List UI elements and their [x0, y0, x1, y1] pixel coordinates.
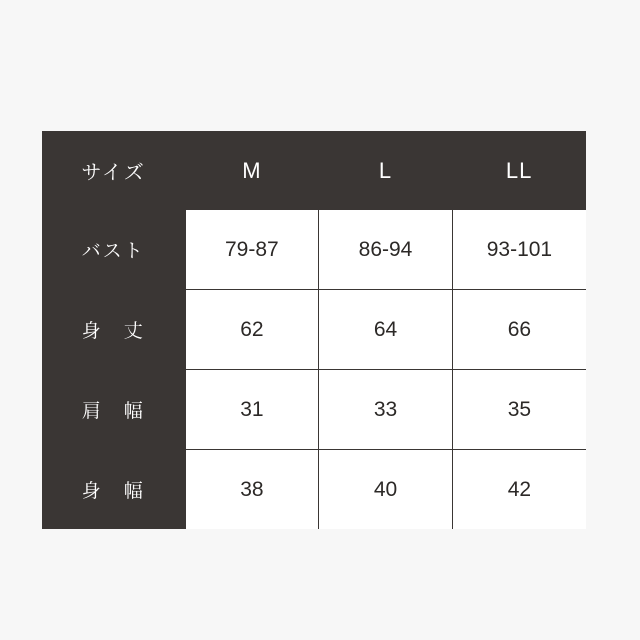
- cell-length-l: 64: [319, 290, 453, 370]
- table-header-row: [42, 131, 586, 210]
- table-row: [42, 450, 586, 530]
- cell-shoulder-l: 33: [319, 370, 453, 450]
- cell-width-ll: 42: [452, 450, 586, 530]
- cell-bust-l: 86-94: [319, 210, 453, 290]
- cell-width-m: 38: [185, 450, 319, 530]
- table-header: [42, 131, 586, 210]
- column-header-size-label: サイズ: [42, 131, 185, 210]
- cell-bust-ll: 93-101: [452, 210, 586, 290]
- table-body: [42, 210, 586, 529]
- row-header-bust: バスト: [42, 210, 185, 290]
- column-header-ll: LL: [452, 131, 586, 210]
- row-header-width: 身 幅: [42, 450, 185, 530]
- table-row: [42, 370, 586, 450]
- cell-bust-m: 79-87: [185, 210, 319, 290]
- cell-length-m: 62: [185, 290, 319, 370]
- column-header-m: M: [185, 131, 319, 210]
- table-row: [42, 210, 586, 290]
- cell-length-ll: 66: [452, 290, 586, 370]
- size-chart-table: [42, 131, 586, 529]
- row-header-shoulder: 肩 幅: [42, 370, 185, 450]
- cell-shoulder-ll: 35: [452, 370, 586, 450]
- cell-width-l: 40: [319, 450, 453, 530]
- column-header-l: L: [319, 131, 453, 210]
- table-row: [42, 290, 586, 370]
- row-header-length: 身 丈: [42, 290, 185, 370]
- cell-shoulder-m: 31: [185, 370, 319, 450]
